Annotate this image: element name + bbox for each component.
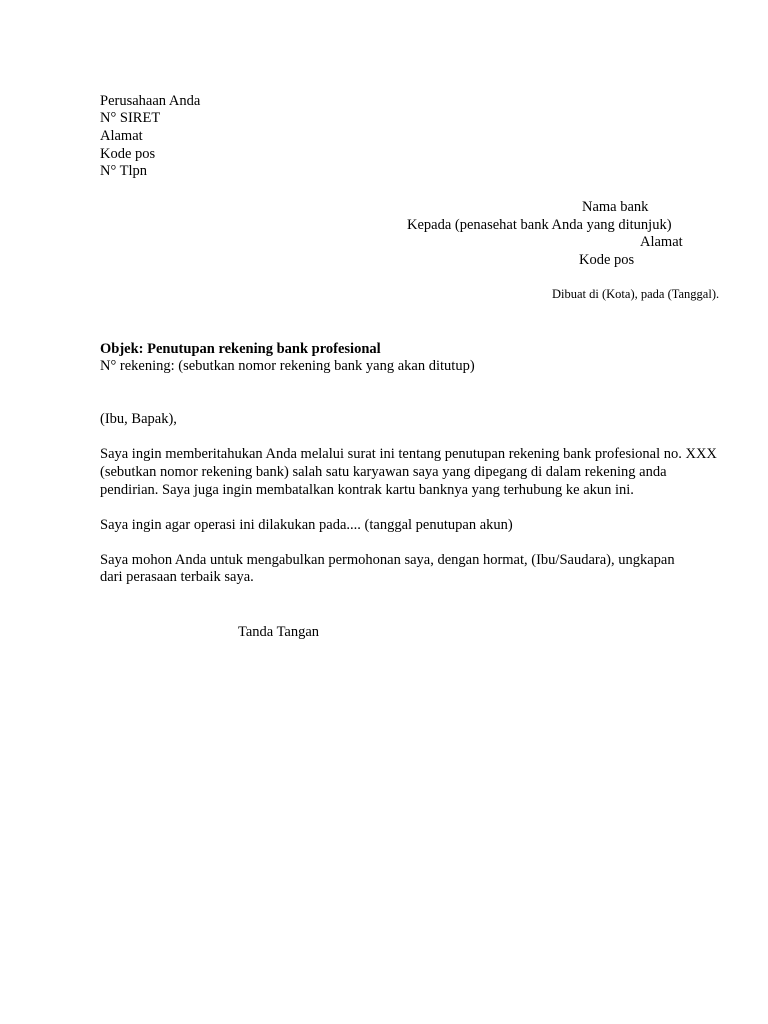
sender-address: Alamat <box>100 128 143 144</box>
sender-company: Perusahaan Anda <box>100 93 201 109</box>
sender-phone: N° Tlpn <box>100 163 148 179</box>
sender-postal-code: Kode pos <box>100 146 156 162</box>
salutation: (Ibu, Bapak), <box>100 411 177 427</box>
body-paragraph-2: Saya ingin agar operasi ini dilakukan pada.... (tanggal penutupan akun) <box>100 517 513 533</box>
signature-label: Tanda Tangan <box>238 624 320 640</box>
recipient-address: Alamat <box>640 234 683 250</box>
body-paragraph-1-line-1: Saya ingin memberitahukan Anda melalui surat ini tentang penutupan rekening bank profesional no. XXX <box>100 446 717 462</box>
subject-title: Objek: Penutupan rekening bank profesional <box>100 341 381 357</box>
sender-siret: N° SIRET <box>100 110 161 126</box>
body-paragraph-3-line-2: dari perasaan terbaik saya. <box>100 569 254 585</box>
date-line: Dibuat di (Kota), pada (Tanggal). <box>552 287 720 301</box>
body-paragraph-1-line-3: pendirian. Saya juga ingin membatalkan kontrak kartu banknya yang terhubung ke akun ini. <box>100 482 634 498</box>
recipient-postal-code: Kode pos <box>579 252 635 268</box>
body-paragraph-3-line-1: Saya mohon Anda untuk mengabulkan permohonan saya, dengan hormat, (Ibu/Saudara), ungkapan <box>100 552 675 568</box>
account-number: N° rekening: (sebutkan nomor rekening bank yang akan ditutup) <box>100 358 475 374</box>
recipient-to: Kepada (penasehat bank Anda yang ditunjuk) <box>407 217 672 233</box>
recipient-bank-name: Nama bank <box>582 199 649 215</box>
body-paragraph-1-line-2: (sebutkan nomor rekening bank) salah satu karyawan saya yang dipegang di dalam rekening anda <box>100 464 667 480</box>
